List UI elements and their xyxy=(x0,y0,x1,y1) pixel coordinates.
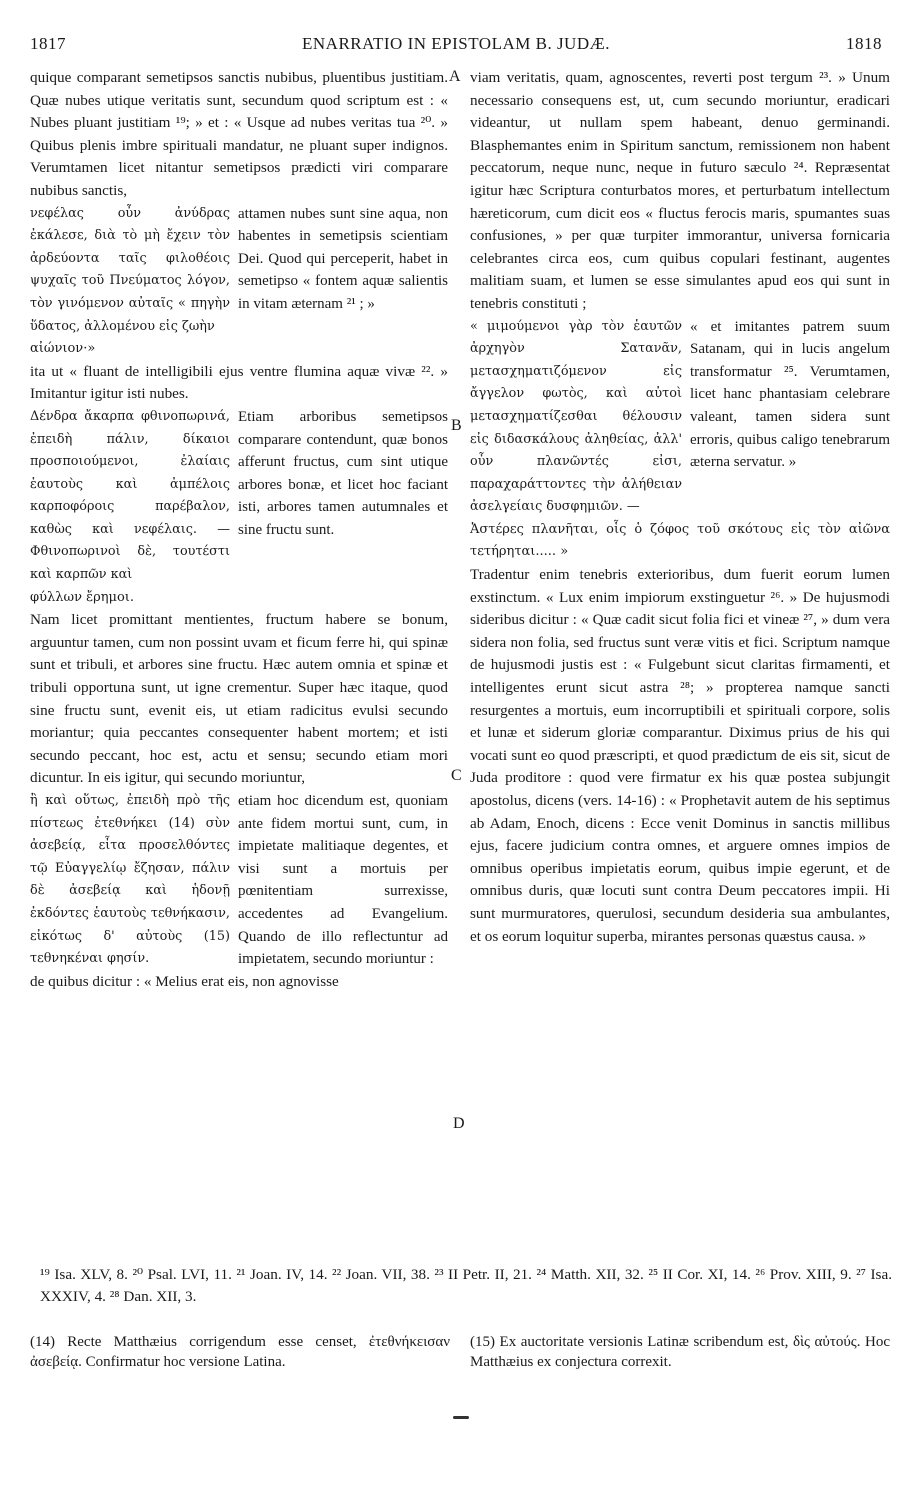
note-14: (14) Recte Matthæius corrigendum esse censet, ἐτεθνήκεισαν ἀσεβείᾳ. Confirmatur hoc versione Latina. xyxy=(30,1334,450,1370)
right-greek-continuation-1: Ἀστέρες πλανῆται, οἷς ὁ ζόφος τοῦ σκότους εἰς τὸν αἰῶνα τετήρηται..... » xyxy=(470,521,890,560)
left-parallel-block-3 xyxy=(30,790,448,971)
left-greek-text-2: Δένδρα ἄκαρπα φθινοπωρινά, ἐπειδὴ πάλιν, δίκαιοι προσποιούμενοι, ἐλαίαις ἑαυτοὺς καὶ ἀμπέλοις καρποφόροις παρέβαλον, καθὼς καὶ νεφέλαις. — Φθινοπωρινοὶ δὲ, τουτέστι καὶ καρπῶν καὶ xyxy=(30,408,230,583)
left-parallel-block-1 xyxy=(30,203,448,339)
page-number-left: 1817 xyxy=(30,34,66,53)
left-greek-text-3: ἢ καὶ οὕτως, ἐπειδὴ πρὸ τῆς πίστεως ἐτεθνήκει (14) σὺν ἀσεβείᾳ, εἶτα προσελθόντες τῷ Εὐαγγελίῳ ἔζησαν, πάλιν δὲ ἀσεβείᾳ καὶ ἡδονῇ ἐκδόντες ἑαυτοὺς τεθνήκασιν, εἰκότως δ' αὐτοὺς (15) τεθνηκέναι φησίν. xyxy=(30,793,230,967)
left-greek-continuation-1: αἰώνιον·» xyxy=(30,341,96,357)
left-latin-text-3: etiam hoc dicendum est, quoniam ante fidem mortui sunt, cum, in impietate malitiaque degentes, et visi sunt a mortuis per pœnitentiam surrexisse, accedentes ad Evangelium. Quando de illo reflectuntur ad impietatem, secundo moriuntur : xyxy=(238,793,448,968)
running-title: ENARRATIO IN EPISTOLAM B. JUDÆ. xyxy=(302,34,610,53)
page-header xyxy=(30,34,882,58)
note-15: (15) Ex auctoritate versionis Latinæ scribendum est, δὶς αὐτούς. Hoc Matthæius ex conjectura correxit. xyxy=(470,1334,890,1370)
left-column xyxy=(30,67,448,993)
margin-letter-c: C xyxy=(451,767,462,784)
left-parallel-block-2 xyxy=(30,406,448,587)
right-paragraph-1: viam veritatis, quam, agnoscentes, reverti post tergum ²³. » Unum necessario consequens est, ut, cum secundo moriuntur, eradicari videantur, ut nullam spem habeant, denuo germinandi. Blasphemantes enim in Spiritum sanctum, remissionem non habent peccatorum, neque nunc, neque in futuro sæculo ²⁴. Repræsentat igitur hæc Scriptura conturbatos mores, et perturbatum intellectum hæreticorum, cum dicit eos « fluctus ferocis maris, spumantes suas confusiones, » per quæ turpiter immorantur, universa fornicaria celebrantes circa eos, cum quibus copulari festinant, augentes malitiam suam, et lumen se esse simulantes apud eos qui sunt in tenebris constituti ; xyxy=(470,69,890,312)
left-latin-text-1: attamen nubes sunt sine aqua, non habentes in semetipsis scientiam Dei. Quod qui perceperit, habet in semetipso « fontem aquæ salientis in vitam æternam ²¹ ; » xyxy=(238,205,448,312)
left-paragraph-4: de quibus dicitur : « Melius erat eis, non agnovisse xyxy=(30,972,339,990)
right-parallel-block-1 xyxy=(470,316,890,519)
printer-mark xyxy=(453,1416,469,1419)
right-greek-text-1: « μιμούμενοι γὰρ τὸν ἑαυτῶν ἀρχηγὸν Σατανᾶν, μετασχηματιζόμενον εἰς ἄγγελον φωτὸς, καὶ αὐτοὶ μετασχηματίζεσθαι θέλουσιν εἰς διδασκάλους ἀληθείας, ἀλλ' οὖν πλανῶντές εἰσι, παραχαράττοντες τὴν ἀλήθειαν ἀσελγείαις δυσφημιῶν. — xyxy=(470,318,682,515)
left-latin-text-2: Etiam arboribus semetipsos comparare contendunt, quæ bonos afferunt fructus, cum sint utique arbores bonæ, et licet hoc faciant isti, arbores tamen autumnales et sine fructu sunt. xyxy=(238,408,448,538)
right-latin-text-1: « et imitantes patrem suum Satanam, qui in lucis angelum transformatur ²⁵. Verumtamen, licet hanc phantasiam celebrare valeant, tamen sidera sunt erroris, quibus caligo tenebrarum æterna servatur. » xyxy=(690,318,890,471)
margin-letter-a: A xyxy=(449,68,461,85)
left-paragraph-2: ita ut « fluant de intelligibili ejus ventre flumina aquæ vivæ ²². » Imitantur igitur isti nubes. xyxy=(30,362,448,403)
page-number-right: 1818 xyxy=(846,34,882,53)
left-greek-text-1: νεφέλας οὖν ἀνύδρας ἐκάλεσε, διὰ τὸ μὴ ἔχειν τὸν ἀρδεύοντα ταῖς φιλοθέοις ψυχαῖς τοῦ Πνεύματος λόγον, τὸν γινόμενον αὐταῖς « πηγὴν ὕδατος, ἀλλομένου εἰς ζωὴν xyxy=(30,205,230,334)
margin-letter-d: D xyxy=(453,1115,465,1132)
right-column xyxy=(470,67,890,948)
scripture-references: ¹⁹ Isa. XLV, 8. ²⁰ Psal. LVI, 11. ²¹ Joan. IV, 14. ²² Joan. VII, 38. ²³ II Petr. II, 21. ²⁴ Matth. XII, 32. ²⁵ II Cor. XI, 14. ²⁶ Prov. XIII, 9. ²⁷ Isa. XXXIV, 4. ²⁸ Dan. XII, 3. xyxy=(40,1266,892,1305)
margin-letter-b: B xyxy=(451,417,462,434)
left-paragraph-1: quique comparant semetipsos sanctis nubibus, pluentibus justitiam. Quæ nubes utique veritatis sunt, secundum quod scriptum est : « Nubes pluant justitiam ¹⁹; » et : « Usque ad nubes veritas tua ²⁰. » Quibus plenis imbre spirituali mandatur, ne pluant super indignos. Verumtamen licet nitantur semetipsos prædicti viri comparare nubibus sanctis, xyxy=(30,69,448,199)
right-paragraph-2: Tradentur enim tenebris exterioribus, dum fuerit eorum lumen exstinctum. « Lux enim impiorum exstinguetur ²⁶. » De hujusmodi sideribus dicitur : « Quæ cadit sicut folia fici et vineæ ²⁷, » dum vera sidera non folia, sed fructus sunt veræ vitis et fici. Scriptum namque de hujusmodi justis est : « Fulgebunt sicut claritas firmamenti, et intelligentes erunt sicut astra ²⁸; » propterea namque sancti resurgentes a mortuis, eum incorruptibili et spirituali corpore, solis et lunæ et siderum gloriæ comparantur. Diximus prius de his qui vocati sunt eo quod præscripti, et quod prædictum de eis sit, sicut de Juda proditore : quod vere firmatur ex his quæ postea subjungit apostolus, dicens (vers. 14-16) : « Prophetavit autem de his septimus ab Adam, Enoch, dicens : Ecce venit Dominus in sanctis millibus ejus, facere judicium contra omnes, et arguere omnes impios de omnibus operibus impietatis eorum, quibus impie egerunt, et de omnibus duris, quæ locuti sunt contra Deum peccatores impii. Hi sunt murmuratores, querulosi, secundum desideria sua ambulantes, et os eorum loquitur superba, mirantes personas quæstus causa. » xyxy=(470,566,890,945)
left-paragraph-3: Nam licet promittant mentientes, fructum habere se bonum, arguuntur tamen, cum non possint uvam et ficum ferre hi, qui spinæ sunt et tribuli, et arbores sine fructu. Hæc autem omnia et spinæ et tribuli opportuna sunt, ut igne crementur. Super hæc itaque, quod sine fructu sunt, evenit eis, ut etiam radicitus evulsi secundo moriantur; quia peccantes consequenter habent mortem; et isti secundo peccant, hoc est, actu et sensu; secundo etiam mori dicuntur. In eis igitur, qui secundo moriuntur, xyxy=(30,611,448,787)
left-greek-continuation-2: φύλλων ἔρημοι. xyxy=(30,589,135,605)
